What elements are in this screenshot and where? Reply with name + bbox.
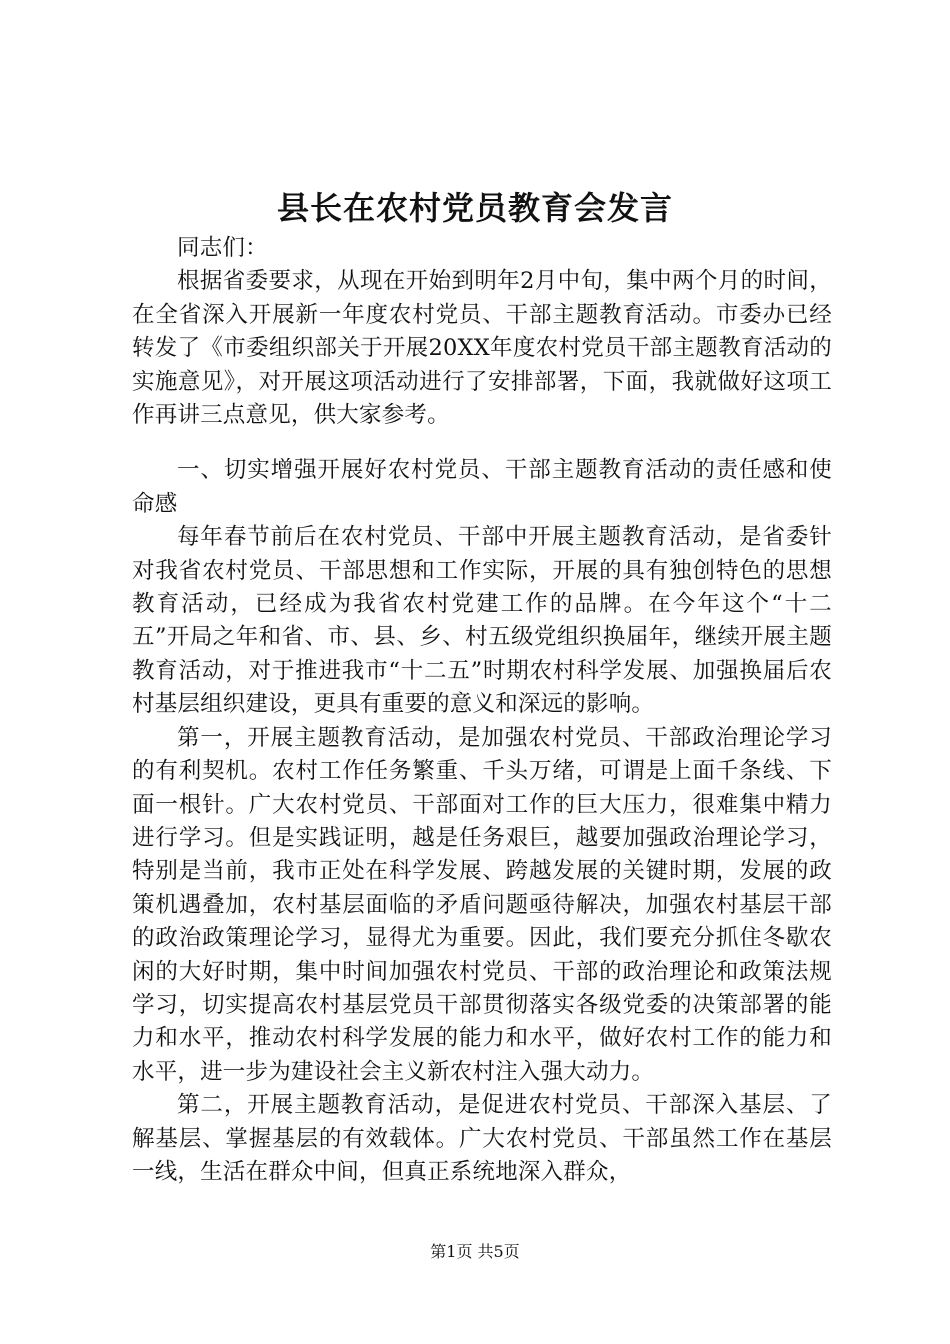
- document-title: 县长在农村党员教育会发言: [276, 189, 673, 227]
- body-paragraph: 第一，开展主题教育活动，是加强农村党员、干部政治理论学习的有利契机。农村工作任务繁重、千头万绪，可谓是上面千条线、下面一根针。广大农村党员、干部面对工作的巨大压力，很难集中精力进行学习。但是实践证明，越是任务艰巨，越要加强政治理论学习，特别是当前，我市正处在科学发展、跨越发展的关键时期，发展的政策机遇叠加，农村基层面临的矛盾问题亟待解决，加强农村基层干部的政治政策理论学习，显得尤为重要。因此，我们要充分抓住冬歇农闲的大好时期，集中时间加强农村党员、干部的政治理论和政策法规学习，切实提高农村基层党员干部贯彻落实各级党委的决策部署的能力和水平，推动农村科学发展的能力和水平，做好农村工作的能力和水平，进一步为建设社会主义新农村注入强大动力。: [132, 724, 832, 1085]
- page-number-footer: 第1页 共5页: [430, 1242, 520, 1261]
- document-body: [132, 232, 832, 1189]
- intro-paragraph: 根据省委要求，从现在开始到明年2月中旬，集中两个月的时间，在全省深入开展新一年度农村党员、干部主题教育活动。市委办已经转发了《市委组织部关于开展20XX年度农村党员干部主题教育活动的实施意见》，对开展这项活动进行了安排部署，下面，我就做好这项工作再讲三点意见，供大家参考。: [132, 268, 832, 429]
- body-paragraph: 每年春节前后在农村党员、干部中开展主题教育活动，是省委针对我省农村党员、干部思想和工作实际，开展的具有独创特色的思想教育活动，已经成为我省农村党建工作的品牌。在今年这个“十二五”开局之年和省、市、县、乡、村五级党组织换届年，继续开展主题教育活动，对于推进我市“十二五”时期农村科学发展、加强换届后农村基层组织建设，更具有重要的意义和深远的影响。: [132, 524, 832, 718]
- body-paragraph: 第二，开展主题教育活动，是促进农村党员、干部深入基层、了解基层、掌握基层的有效载体。广大农村党员、干部虽然工作在基层一线，生活在群众中间，但真正系统地深入群众，: [132, 1092, 832, 1185]
- salutation-paragraph: 同志们：: [177, 235, 268, 261]
- section-heading-1: 一、切实增强开展好农村党员、干部主题教育活动的责任感和使命感: [132, 457, 832, 517]
- paragraph-gap: [132, 432, 832, 454]
